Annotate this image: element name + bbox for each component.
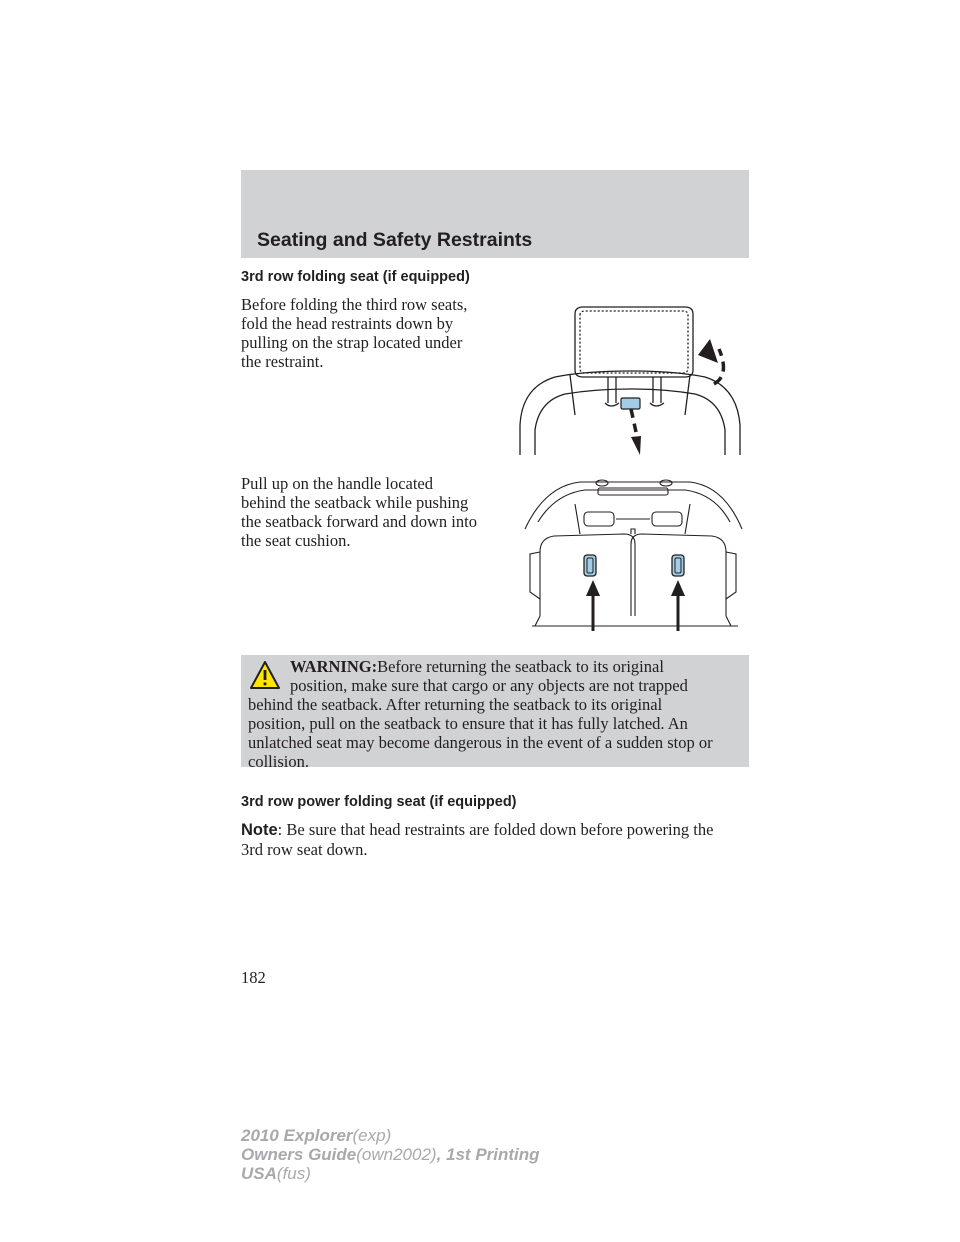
- paragraph-pull-handle: [241, 474, 477, 550]
- footer-printing: , 1st Printing: [436, 1145, 540, 1164]
- section-heading-folding-seat: 3rd row folding seat (if equipped): [241, 269, 470, 285]
- warning-line: collision.: [248, 752, 309, 771]
- footer-market: USA: [241, 1164, 277, 1183]
- paragraph-line: the seatback forward and down into: [241, 512, 477, 531]
- footer-model-code: (exp): [352, 1126, 392, 1145]
- document-footer: [241, 1126, 540, 1183]
- paragraph-line: Before folding the third row seats,: [241, 295, 468, 314]
- note-label: Note: [241, 821, 278, 839]
- note-line: 3rd row seat down.: [241, 840, 368, 859]
- warning-text: [241, 657, 741, 771]
- paragraph-line: the seat cushion.: [241, 531, 351, 550]
- footer-market-code: (fus): [276, 1164, 311, 1183]
- footer-model: 2010 Explorer: [241, 1126, 353, 1145]
- footer-guide-code: (own2002): [356, 1145, 437, 1164]
- warning-line: unlatched seat may become dangerous in the event of a sudden stop or: [248, 733, 713, 752]
- warning-label: WARNING:: [290, 657, 378, 676]
- section-header-title: Seating and Safety Restraints: [257, 229, 533, 251]
- paragraph-line: Pull up on the handle located: [241, 474, 433, 493]
- paragraph-head-restraints: [241, 295, 467, 371]
- paragraph-line: pulling on the strap located under: [241, 333, 463, 352]
- page-number: 182: [241, 968, 266, 987]
- note-line: : Be sure that head restraints are folded down before powering the: [277, 820, 714, 839]
- seatback-handles-illustration: [520, 474, 748, 636]
- warning-line: Before returning the seatback to its original: [377, 657, 664, 676]
- warning-line: position, make sure that cargo or any objects are not trapped: [290, 676, 688, 695]
- footer-guide: Owners Guide: [241, 1145, 357, 1164]
- paragraph-line: the restraint.: [241, 352, 324, 371]
- warning-line: behind the seatback. After returning the seatback to its original: [248, 695, 663, 714]
- warning-line: position, pull on the seatback to ensure that it has fully latched. An: [248, 714, 688, 733]
- warning-box: [241, 655, 749, 771]
- note-paragraph: [241, 820, 713, 859]
- section-heading-power-folding-seat: 3rd row power folding seat (if equipped): [241, 794, 517, 810]
- paragraph-line: behind the seatback while pushing: [241, 493, 469, 512]
- paragraph-line: fold the head restraints down by: [241, 314, 454, 333]
- head-restraint-illustration: [515, 305, 747, 460]
